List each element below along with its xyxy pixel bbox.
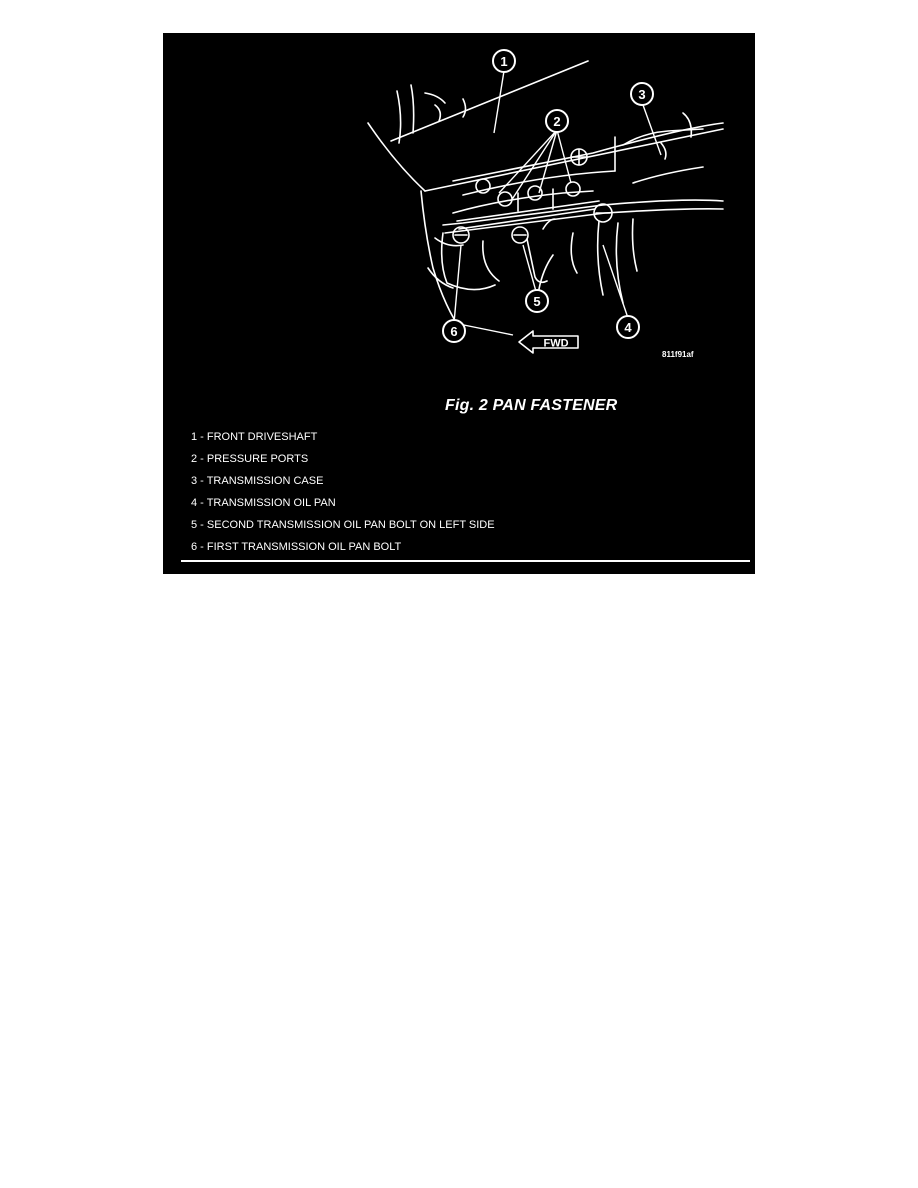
legend-item: 6 - FIRST TRANSMISSION OIL PAN BOLT <box>191 541 402 553</box>
legend-list <box>191 429 495 561</box>
bottom-rule <box>181 560 750 562</box>
legend-item: 2 - PRESSURE PORTS <box>191 453 309 465</box>
oil-pan-drawing <box>442 200 723 303</box>
transmission-case-drawing <box>453 113 723 195</box>
callout-1-number: 1 <box>500 54 508 69</box>
callout-6-number: 6 <box>450 324 458 339</box>
legend-item: 5 - SECOND TRANSMISSION OIL PAN BOLT ON LEFT SIDE <box>191 519 495 531</box>
callout-2-number: 2 <box>553 114 561 129</box>
callout-3-number: 3 <box>638 87 646 102</box>
legend-item: 1 - FRONT DRIVESHAFT <box>191 431 318 443</box>
figure-title: Fig. 2 PAN FASTENER <box>445 397 618 414</box>
callout-4-number: 4 <box>624 320 632 335</box>
fwd-arrow-icon <box>519 331 578 353</box>
callout-3 <box>631 83 653 105</box>
callout-2 <box>546 110 568 132</box>
figure-panel <box>163 33 755 574</box>
callout-4 <box>617 316 639 338</box>
callout-6 <box>443 320 465 342</box>
callout-5-number: 5 <box>533 294 541 309</box>
image-code: 811f91af <box>662 350 694 359</box>
legend-item: 4 - TRANSMISSION OIL PAN <box>191 497 336 509</box>
fwd-label: FWD <box>543 337 569 350</box>
legend-item: 3 - TRANSMISSION CASE <box>191 475 324 487</box>
callout-5 <box>526 290 548 312</box>
callout-1 <box>493 50 515 72</box>
